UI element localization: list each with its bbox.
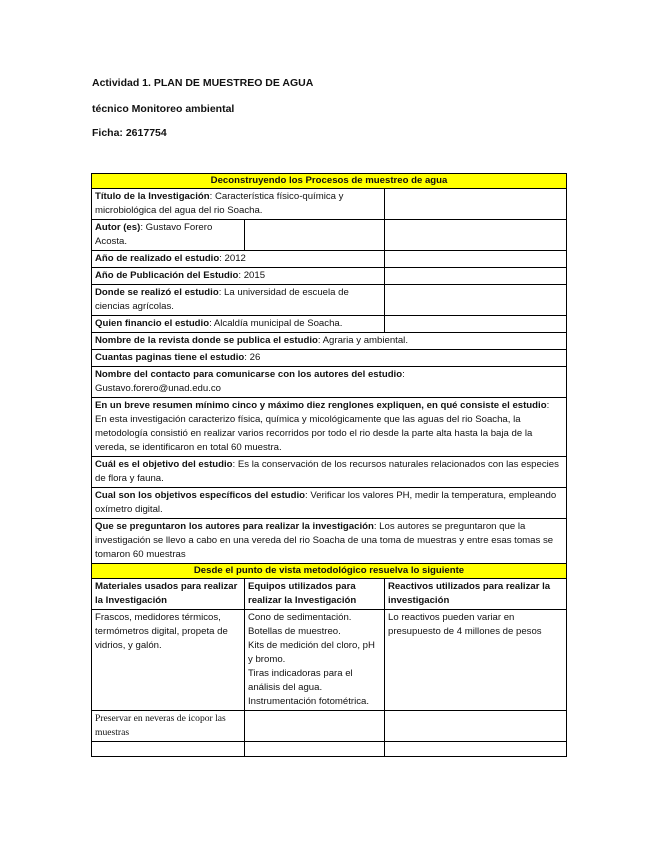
section1-title: Deconstruyendo los Procesos de muestreo de agua bbox=[92, 174, 567, 189]
ficha-line: Ficha: 2617754 bbox=[92, 127, 167, 139]
preservar-empty-cell bbox=[245, 711, 385, 742]
section2-title: Desde el punto de vista metodológico resuelva lo siguiente bbox=[92, 564, 567, 579]
equipos-item: Cono de sedimentación. bbox=[248, 612, 352, 623]
blank-cell bbox=[245, 742, 385, 757]
reactivos-cell: Lo reactivos pueden variar en presupuesto de 4 millones de pesos bbox=[385, 610, 567, 711]
blank-cell bbox=[385, 742, 567, 757]
equipos-item: Instrumentación fotométrica. bbox=[248, 696, 370, 707]
donde-empty-cell bbox=[385, 285, 567, 316]
resumen-cell: En un breve resumen mínimo cinco y máximo diez renglones expliquen, en qué consiste el estudio: En esta investigación caracterizo física, química y micológicamente que las aguas del rio Soacha, la metodología consistió en realizar varios recorridos por todo el rio desde la parte alta hasta la baja de la vereda, se identificaron en total 60 muestra. bbox=[92, 398, 567, 457]
study-table bbox=[91, 173, 567, 757]
anio-publicacion-cell: Año de Publicación del Estudio: 2015 bbox=[92, 268, 385, 285]
equipos-item: Kits de medición del cloro, pH y bromo. bbox=[248, 640, 375, 665]
preservar-cell: Preservar en neveras de icopor las muestras bbox=[92, 711, 245, 742]
reactivos-header: Reactivos utilizados para realizar la investigación bbox=[385, 579, 567, 610]
document-subtitle: técnico Monitoreo ambiental bbox=[92, 103, 235, 115]
donde-cell: Donde se realizó el estudio: La universidad de escuela de ciencias agrícolas. bbox=[92, 285, 385, 316]
equipos-cell bbox=[245, 610, 385, 711]
autor-cell: Autor (es): Gustavo Forero Acosta. bbox=[92, 220, 245, 251]
document-title: Actividad 1. PLAN DE MUESTREO DE AGUA bbox=[92, 77, 314, 89]
materiales-cell: Frascos, medidores térmicos, termómetros digital, propeta de vidrios, y galón. bbox=[92, 610, 245, 711]
anio-realizado-empty-cell bbox=[385, 251, 567, 268]
blank-cell bbox=[92, 742, 245, 757]
preguntaron-cell: Que se preguntaron los autores para realizar la investigación: Los autores se preguntaron que la investigación se llevo a cabo en una vereda del rio Soacha de una toma de muestras y entre esas tomas se tomaron 60 muestras bbox=[92, 519, 567, 564]
contact-email: Gustavo.forero@unad.edu.co bbox=[95, 383, 222, 394]
autor-empty-cell bbox=[245, 220, 385, 251]
titulo-cell: Título de la Investigación: Característica físico-química y microbiológica del agua del rio Soacha. bbox=[92, 189, 385, 220]
autor-empty-cell-2 bbox=[385, 220, 567, 251]
financio-cell: Quien financio el estudio: Alcaldía municipal de Soacha. bbox=[92, 316, 385, 333]
anio-publicacion-empty-cell bbox=[385, 268, 567, 285]
contacto-cell: Nombre del contacto para comunicarse con los autores del estudio: Gustavo.forero@unad.edu.co bbox=[92, 367, 567, 398]
financio-empty-cell bbox=[385, 316, 567, 333]
objetivo-cell: Cuál es el objetivo del estudio: Es la conservación de los recursos naturales relacionados con las especies de flora y fauna. bbox=[92, 457, 567, 488]
revista-cell: Nombre de la revista donde se publica el estudio: Agraria y ambiental. bbox=[92, 333, 567, 350]
objetivos-especificos-cell: Cual son los objetivos específicos del estudio: Verificar los valores PH, medir la temperatura, empleando oxímetro digital. bbox=[92, 488, 567, 519]
equipos-item: Tiras indicadoras para el análisis del agua. bbox=[248, 668, 353, 693]
equipos-item: Botellas de muestreo. bbox=[248, 626, 341, 637]
equipos-header: Equipos utilizados para realizar la Investigación bbox=[245, 579, 385, 610]
anio-realizado-cell: Año de realizado el estudio: 2012 bbox=[92, 251, 385, 268]
titulo-empty-cell bbox=[385, 189, 567, 220]
paginas-cell: Cuantas paginas tiene el estudio: 26 bbox=[92, 350, 567, 367]
preservar-empty-cell-2 bbox=[385, 711, 567, 742]
materiales-header: Materiales usados para realizar la Investigación bbox=[92, 579, 245, 610]
